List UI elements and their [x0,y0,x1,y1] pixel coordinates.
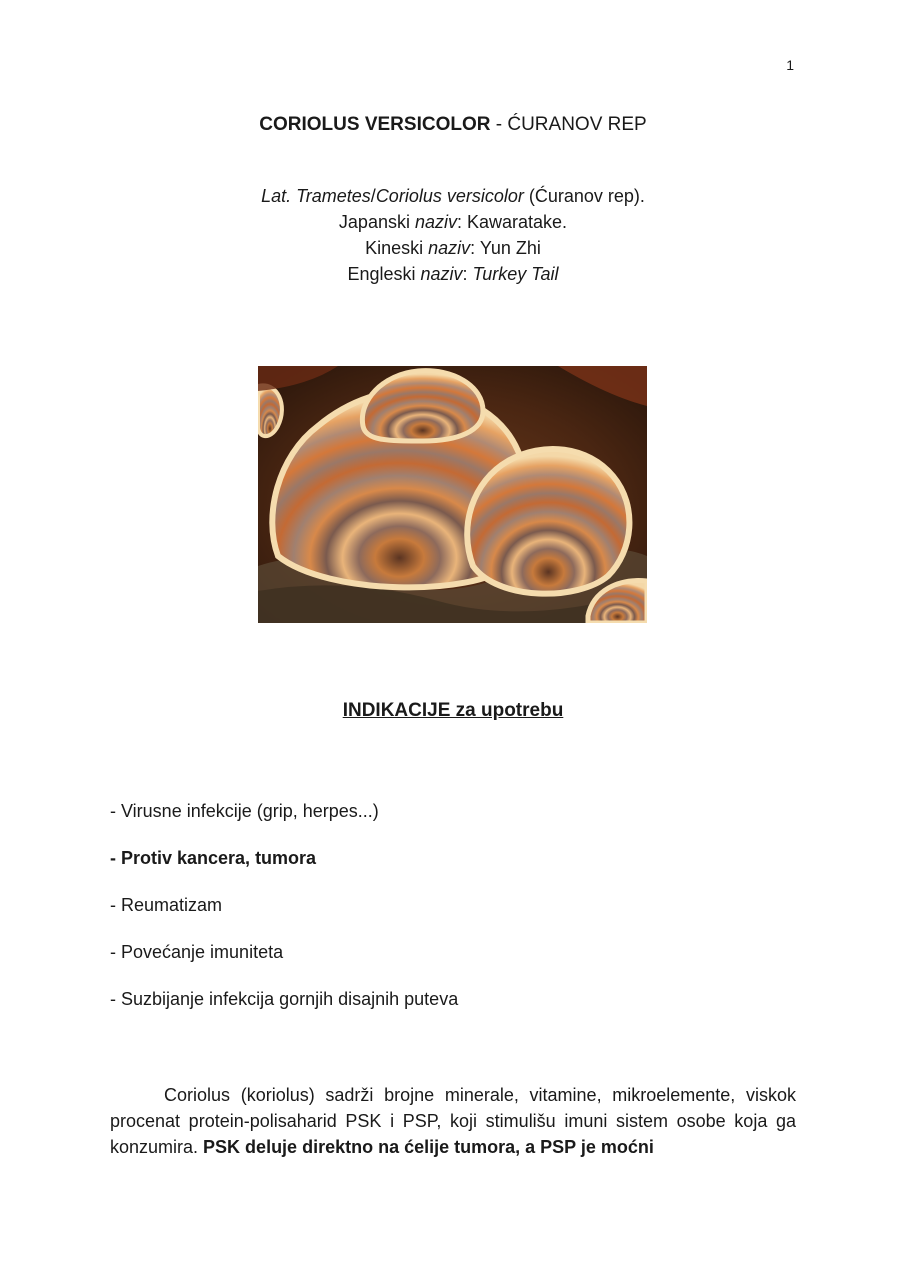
page-number: 1 [786,57,794,73]
section-heading: INDIKACIJE za upotrebu [342,700,564,721]
latin-name-line: Lat. Trametes/Coriolus versicolor (Ćuranov rep). [261,186,645,206]
mushroom-cap-right [467,449,629,594]
names-block [0,183,906,287]
mushroom-illustration [258,366,647,623]
list-item: - Virusne infekcije (grip, herpes...) [110,801,379,821]
english-name-line: Engleski naziv: Turkey Tail [347,264,559,284]
body-paragraph: Coriolus (koriolus) sadrži brojne minerale, vitamine, mikroelemente, viskok procenat protein-polisaharid PSK i PSP, koji stimulišu imuni sistem osobe koja ga konzumira. PSK deluje direktno na ćelije tumora, a PSP je moćni [110,1085,796,1157]
title-common-name: - ĆURANOV REP [490,114,647,135]
list-item: - Protiv kancera, tumora [110,848,317,868]
indications-list [110,799,458,1034]
japanese-name-line: Japanski naziv: Kawaratake. [338,212,568,232]
list-item: - Suzbijanje infekcija gornjih disajnih puteva [110,989,459,1009]
list-item: - Reumatizam [110,895,223,915]
title-latin-name: CORIOLUS VERSICOLOR [259,114,491,135]
paragraph-bold-text: PSK deluje direktno na ćelije tumora, a PSP je moćni [203,1137,654,1157]
page-title [0,114,906,136]
list-item: - Povećanje imuniteta [110,942,284,962]
chinese-name-line: Kineski naziv: Yun Zhi [365,238,541,258]
mushroom-photo [258,366,647,623]
